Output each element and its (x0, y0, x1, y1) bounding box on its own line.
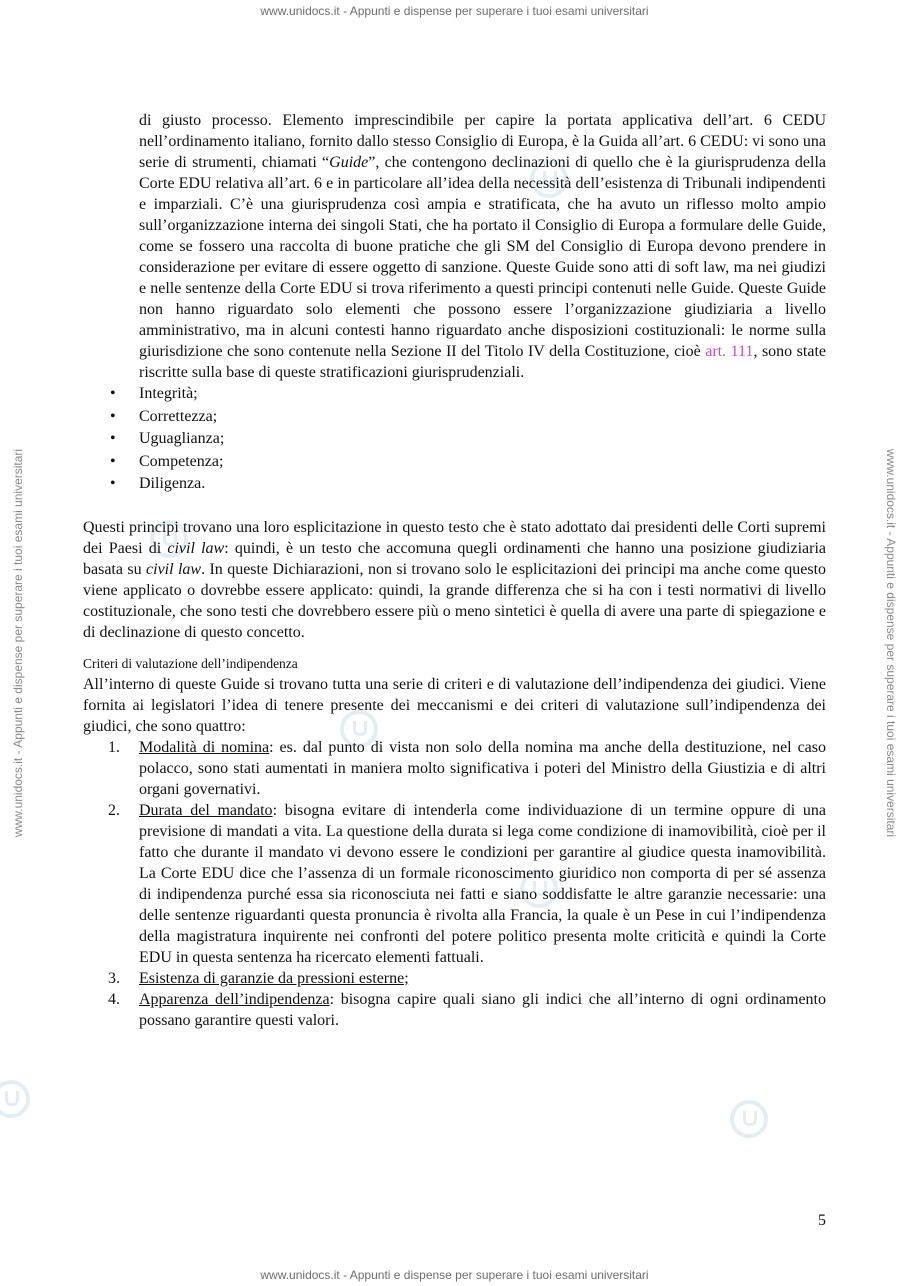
criterion-number: 2. (108, 801, 120, 819)
criterion-text: : es. dal punto di vista non solo della nomina ma anche della destituzione, nel caso polacco, sono stati aumentati in maniera molto significativa i poteri del Ministro della Giustizia e di altri organi governativi. (139, 738, 827, 798)
criterion-item (83, 968, 826, 989)
criteria-list (83, 737, 826, 1031)
criterion-title: Apparenza dell’indipendenza (139, 990, 330, 1008)
criterion-text: : bisogna evitare di intenderla come individuazione di un termine oppure di una previsione di mandati a vita. La questione della durata si lega come condizione di inamovibilità, cioè per il fatto che durante il mandato vi devono essere le condizioni per garantire al giudice questa inamovibilità. La Corte EDU dice che l’assenza di un formale riconoscimento giuridico non comporta di per sé assenza di indipendenza purché essa sia riconosciuta nei fatti e siano soddisfatte le altre garanzie necessarie: una delle sentenze riguardanti questa pronuncia è rivolta alla Francia, la quale è un Pese in cui l’indipendenza della magistratura inquirente nei confronti del potere politico presenta molte criticità e quindi la Corte EDU in questa sentenza ha ricercato elementi fattuali. (139, 801, 827, 966)
criterion-title: Esistenza di garanzie da pressioni esterne; (139, 969, 409, 987)
watermark-top: www.unidocs.it - Appunti e dispense per superare i tuoi esami universitari (260, 4, 649, 18)
civil-law-term: civil law (167, 539, 225, 557)
list-item: • Diligenza. (83, 473, 826, 496)
principles-list (83, 383, 826, 496)
watermark-left: www.unidocs.it - Appunti e dispense per superare i tuoi esami universitari (11, 448, 25, 838)
criterion-number: 4. (108, 990, 120, 1008)
list-item: • Integrità; (83, 383, 826, 406)
intro-text-1: di giusto processo. Elemento imprescindibile per capire la portata applicativa dell’art. 6 CEDU nell’ordinamento italiano, fornito dallo stesso Consiglio di Europa, è la Guida all’art. 6 CEDU: vi sono una serie di strumenti, chiamati “ (139, 112, 826, 171)
civil-text-2: : quindi, è un testo che accomuna quegli ordinamenti che hanno una posizione giudiziaria basata su (83, 539, 827, 578)
section-heading: Criteri di valutazione dell’indipendenza (83, 655, 298, 671)
civil-text-1: Questi principi trovano una loro esplicitazione in questo testo che è stato adottato dai presidenti delle Corti supremi dei Paesi di (83, 518, 826, 557)
document-body (83, 110, 826, 1031)
unidocs-logo-icon (730, 1100, 768, 1138)
civil-law-paragraph (83, 517, 826, 643)
intro-text-3: , sono state riscritte sulla base di queste stratificazioni giurisprudenziali. (139, 343, 827, 381)
intro-text-2: ”, che contengono declinazioni di quello che è la giurisprudenza della Corte EDU relativa all’art. 6 e in particolare all’idea della necessità dell’esistenza di Tribunali indipendenti e imparziali. C’è una giurisprudenza così ampia e stratificata, che ha avuto un riflesso molto ampio sull’organizzazione interna dei singoli Stati, che ha portato il Consiglio di Europa a formulare delle Guide, come se fossero una raccolta di buone pratiche che gli SM del Consiglio di Europa devono prendere in considerazione per evitare di essere oggetto di sanzione. Queste Guide sono atti di soft law, ma nei giudizi e nelle sentenze della Corte EDU si trova riferimento a questi principi contenuti nelle Guide. Queste Guide non hanno riguardato solo elementi che possono essere l’organizzazione giudiziaria a livello amministrativo, ma in alcuni contesti hanno riguardato anche disposizioni costituzionali: le norme sulla giurisdizione che sono contenute nella Sezione II del Titolo IV della Costituzione, cioè (139, 154, 826, 360)
criterion-number: 3. (108, 969, 120, 987)
page-number: 5 (818, 1212, 826, 1229)
list-item: • Competenza; (83, 451, 826, 474)
criterion-text: : bisogna capire quali siano gli indici che all’interno di ogni ordinamento possano garantire questi valori. (139, 990, 827, 1029)
list-item: • Uguaglianza; (83, 428, 826, 451)
criterion-item (83, 800, 826, 968)
intro-paragraph (83, 110, 826, 383)
criterion-title: Modalità di nomina (139, 738, 270, 756)
criterion-number: 1. (108, 738, 120, 756)
art-111-link[interactable]: art. 111 (705, 343, 754, 360)
section-intro: All’interno di queste Guide si trovano tutta una serie di criteri e di valutazione dell’indipendenza dei giudici. Viene fornita ai legislatori l’idea di tenere presente dei meccanismi e dei criteri di valutazione sull’indipendenza dei giudici, che sono quattro: (83, 675, 826, 735)
watermark-bottom: www.unidocs.it - Appunti e dispense per superare i tuoi esami universitari (260, 1268, 649, 1282)
criterion-item (83, 737, 826, 800)
guide-term: Guide (329, 154, 369, 171)
criterion-title: Durata del mandato (139, 801, 273, 819)
unidocs-logo-icon (0, 1080, 30, 1118)
civil-law-term: civil law (146, 560, 202, 578)
list-item: • Correttezza; (83, 406, 826, 429)
civil-text-3: . In queste Dichiarazioni, non si trovano solo le esplicitazioni dei principi ma anche come questo viene applicato o dovrebbe essere applicato: quindi, la grande differenza che si ha con i testi normativi di livello costituzionale, che sono testi che dovrebbero essere più o meno sintetici è quella di avere una parte di spiegazione e di declinazione di questo concetto. (83, 560, 827, 641)
watermark-right: www.unidocs.it - Appunti e dispense per superare i tuoi esami universitari (884, 448, 898, 838)
criterion-item (83, 989, 826, 1031)
